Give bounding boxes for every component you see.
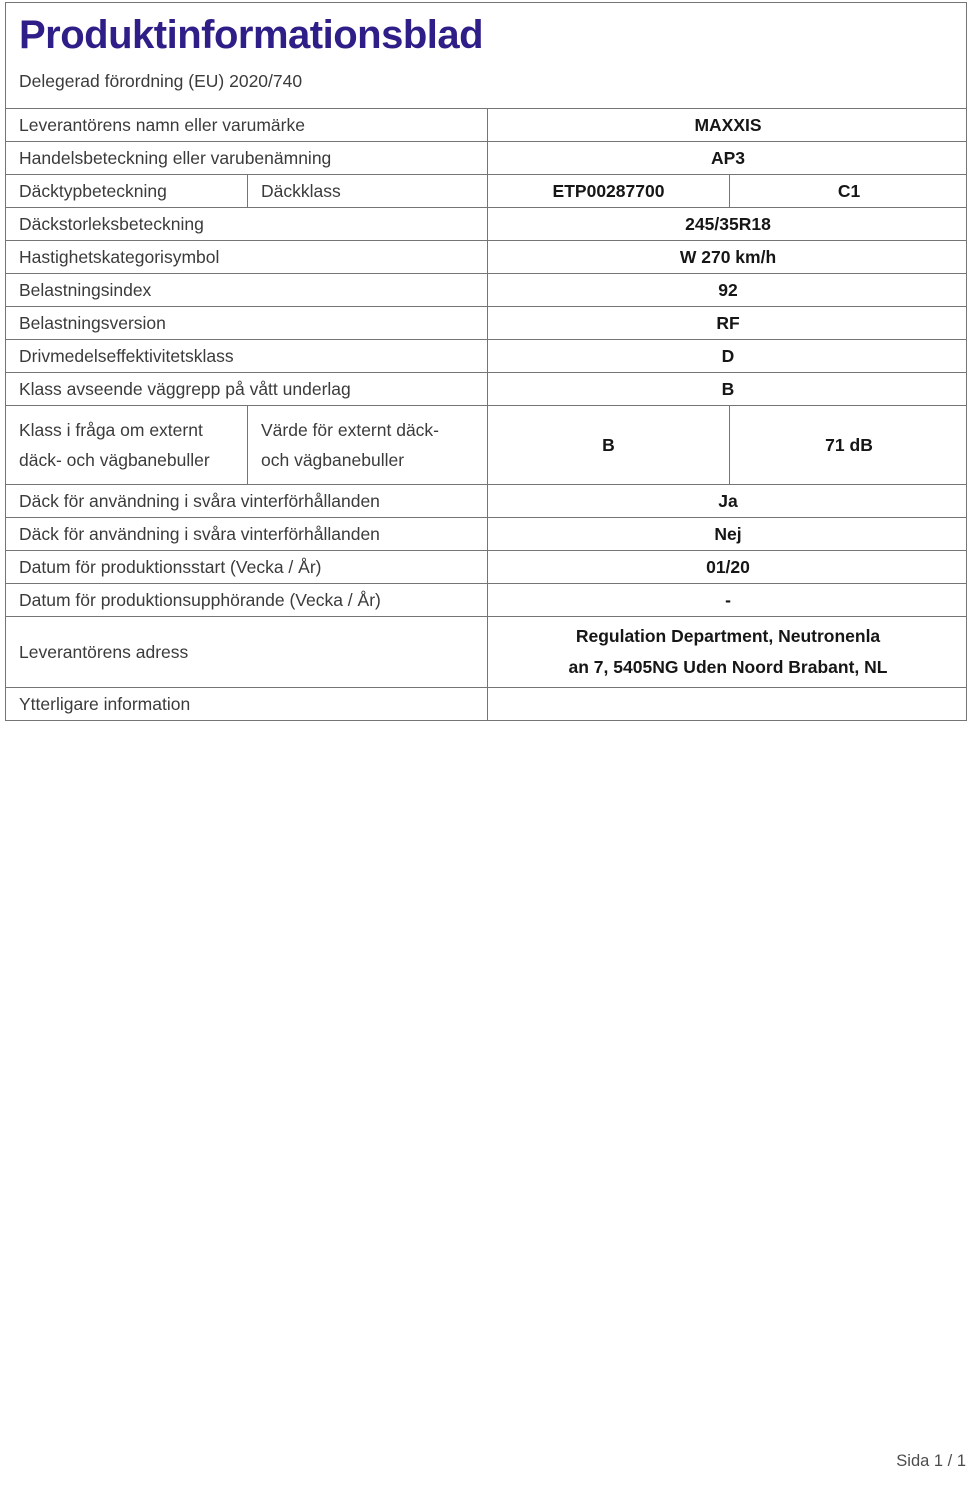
row-value-secondary: C1 <box>729 175 968 207</box>
row-value: Nej <box>487 518 968 550</box>
row-label: Datum för produktionsstart (Vecka / År) <box>19 556 322 577</box>
row-label: Hastighetskategorisymbol <box>19 246 220 267</box>
row-value: MAXXIS <box>487 109 968 141</box>
row-label-secondary <box>247 406 487 484</box>
table-row-production-start <box>6 550 966 583</box>
row-value: D <box>487 340 968 372</box>
row-value: AP3 <box>487 142 968 174</box>
row-label-line: Klass i fråga om externt <box>19 420 203 440</box>
row-value: B <box>487 373 968 405</box>
page-title: Produktinformationsblad <box>19 13 484 57</box>
table-row-speed-category <box>6 240 966 273</box>
row-label: Handelsbeteckning eller varubenämning <box>19 147 332 168</box>
row-label-line: däck- och vägbanebuller <box>19 450 210 470</box>
product-information-sheet <box>5 2 967 721</box>
row-value <box>487 617 968 687</box>
table-row-tyre-type <box>6 174 966 207</box>
row-label: Datum för produktionsupphörande (Vecka / År) <box>19 589 381 610</box>
row-label: Ytterligare information <box>19 693 191 714</box>
row-label: Leverantörens adress <box>19 641 189 662</box>
row-label-line: Värde för externt däck- <box>261 420 439 440</box>
table-row-fuel-efficiency <box>6 339 966 372</box>
row-label: Däcktypbeteckning <box>19 180 167 201</box>
table-row-wet-grip <box>6 372 966 405</box>
address-line: an 7, 5405NG Uden Noord Brabant, NL <box>568 657 888 677</box>
row-label: Drivmedelseffektivitetsklass <box>19 345 234 366</box>
table-row-external-noise <box>6 405 966 484</box>
row-label-secondary: Däckklass <box>247 175 487 207</box>
row-label <box>6 406 247 484</box>
table-row-supplier-name <box>6 108 966 141</box>
row-label: Klass avseende väggrepp på vått underlag <box>19 378 351 399</box>
table-row-load-version <box>6 306 966 339</box>
row-label-line: och vägbanebuller <box>261 450 405 470</box>
row-label: Däck för användning i svåra vinterförhållanden <box>19 490 380 511</box>
row-value: RF <box>487 307 968 339</box>
row-value: Ja <box>487 485 968 517</box>
table-row-production-end <box>6 583 966 616</box>
row-value: W 270 km/h <box>487 241 968 273</box>
row-value: 01/20 <box>487 551 968 583</box>
row-value: - <box>487 584 968 616</box>
row-value: B <box>487 406 729 484</box>
row-label: Däck för användning i svåra vinterförhållanden <box>19 523 380 544</box>
table-row-load-index <box>6 273 966 306</box>
table-row-supplier-address <box>6 616 966 687</box>
row-label: Däckstorleksbeteckning <box>19 213 204 234</box>
row-label: Belastningsindex <box>19 279 152 300</box>
row-value: 92 <box>487 274 968 306</box>
row-value: ETP00287700 <box>487 175 729 207</box>
regulation-subtitle: Delegerad förordning (EU) 2020/740 <box>19 71 303 91</box>
row-label: Belastningsversion <box>19 312 166 333</box>
row-value-secondary: 71 dB <box>729 406 968 484</box>
address-line: Regulation Department, Neutronenla <box>575 626 881 646</box>
row-value: 245/35R18 <box>487 208 968 240</box>
table-row-additional-info <box>6 687 966 720</box>
row-value <box>487 688 968 720</box>
table-row-trade-name <box>6 141 966 174</box>
table-row-severe-snow <box>6 484 966 517</box>
sheet-header <box>6 3 966 108</box>
table-row-severe-ice <box>6 517 966 550</box>
row-label: Leverantörens namn eller varumärke <box>19 114 305 135</box>
table-row-tyre-size <box>6 207 966 240</box>
page-number: Sida 1 / 1 <box>896 1452 966 1470</box>
